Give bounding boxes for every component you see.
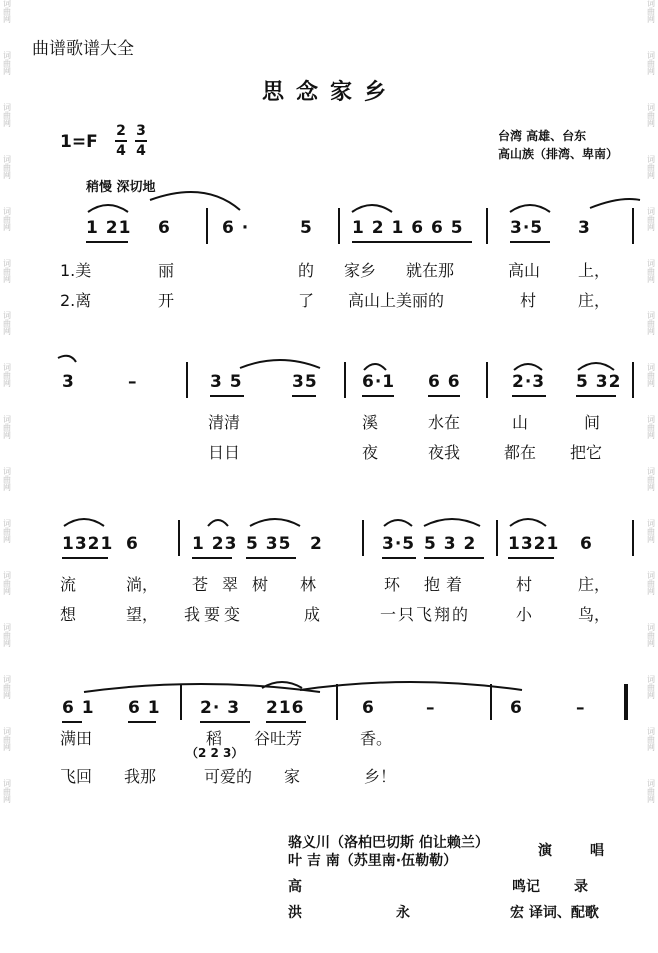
note-group: 6 1 (62, 698, 95, 718)
lyric: 我要变 (184, 605, 245, 624)
site-label: 曲谱歌谱大全 (32, 39, 134, 59)
underline (428, 395, 460, 397)
bar-line (338, 208, 340, 244)
note-group: – (426, 698, 436, 718)
credit-role: 宏 译词、配歌 (510, 905, 599, 921)
watermark-text: 词 曲 网 (3, 675, 11, 700)
lyric: 林 (300, 575, 317, 594)
credit-line (288, 876, 302, 896)
watermark-text: 词 曲 网 (647, 727, 655, 752)
note-group: 3 (62, 372, 75, 392)
time-den: 4 (116, 143, 126, 159)
credit-name: 骆义川（洛柏巴切斯 伯让赖兰） (288, 835, 489, 851)
lyric: 把它 (570, 443, 603, 462)
bar-line (178, 520, 180, 556)
lyric: 鸟， (578, 605, 611, 624)
song-origin (498, 127, 618, 163)
underline (512, 395, 546, 397)
note-group: 1 21 (86, 218, 132, 238)
credit-name: 高 (288, 879, 302, 895)
underline (128, 721, 156, 723)
lyric: 夜我 (428, 443, 461, 462)
bar-line (186, 362, 188, 398)
underline (192, 557, 232, 559)
watermark-text: 词 曲 网 (647, 571, 655, 596)
bar-line (362, 520, 364, 556)
watermark-text: 词 曲 网 (647, 103, 655, 128)
lyric: 夜 (362, 443, 379, 462)
watermark-text: 词 曲 网 (647, 259, 655, 284)
note-group: 3·5 (382, 534, 416, 554)
watermark-text: 词 曲 网 (647, 519, 655, 544)
note-group: 3 (578, 218, 591, 238)
lyric: 清清 (208, 413, 241, 432)
note-group: – (128, 372, 138, 392)
watermark-text: 词 曲 网 (647, 311, 655, 336)
watermark-text: 词 曲 网 (3, 259, 11, 284)
watermark-left (0, 0, 14, 953)
lyric: 乡！ (364, 767, 397, 786)
note-group: 2 (310, 534, 323, 554)
lyric: 淌， (126, 575, 159, 594)
time-signature-2 (135, 124, 147, 158)
bar-line (486, 362, 488, 398)
note-group: 6 6 (428, 372, 461, 392)
note-group: 6 (126, 534, 139, 554)
underline (382, 557, 416, 559)
watermark-text: 词 曲 网 (3, 571, 11, 596)
lyric: 抱着 (424, 575, 469, 594)
origin-line: 台湾 高雄、台东 (498, 129, 587, 143)
bar-line (490, 684, 492, 720)
underline (246, 557, 296, 559)
note-group: 3 5 (210, 372, 243, 392)
credit-role: 鸣记 录 (512, 879, 588, 895)
note-group: 6 · (222, 218, 250, 238)
lyric: 一只飞翔的 (380, 605, 471, 624)
watermark-right (644, 0, 658, 953)
watermark-text: 词 曲 网 (3, 51, 11, 76)
credit-line (288, 850, 457, 870)
credit-name: 叶 吉 南（苏里南·伍勒勒） (288, 853, 458, 869)
note-group: 2· 3 (200, 698, 241, 718)
lyric: 香。 (360, 729, 393, 748)
watermark-text: 词 曲 网 (647, 675, 655, 700)
note-group: 35 (292, 372, 318, 392)
underline (86, 241, 128, 243)
underline (62, 721, 82, 723)
note-group: 6 (362, 698, 375, 718)
bar-line (632, 362, 634, 398)
watermark-text: 词 曲 网 (3, 727, 11, 752)
lyric: 谷吐芳 (254, 729, 303, 748)
bar-line (336, 684, 338, 720)
note-group: 5 (300, 218, 313, 238)
lyric: 环 (384, 575, 401, 594)
lyric: 高山 (508, 261, 541, 280)
key-signature: 1=F (60, 132, 98, 152)
time-signature-1 (115, 124, 127, 158)
lyric: 都在 (504, 443, 537, 462)
watermark-text: 词 曲 网 (3, 363, 11, 388)
lyric: 1.美 (60, 261, 92, 280)
lyric: 溪 (362, 413, 379, 432)
note-group: 6 (158, 218, 171, 238)
note-group: 6 1 (128, 698, 161, 718)
watermark-text: 词 曲 网 (3, 519, 11, 544)
watermark-text: 词 曲 网 (3, 415, 11, 440)
lyric: 间 (584, 413, 601, 432)
lyric: 流 (60, 575, 77, 594)
watermark-text: 词 曲 网 (3, 103, 11, 128)
underline (266, 721, 306, 723)
bar-line (180, 684, 182, 720)
lyric: 山 (512, 413, 529, 432)
tempo-marking: 稍慢 深切地 (86, 180, 156, 195)
lyric: 村 (520, 291, 537, 310)
lyric: 开 (158, 291, 175, 310)
note-group: 1 2 1 6 6 5 (352, 218, 464, 238)
note-group: 1321 (508, 534, 560, 554)
watermark-text: 词 曲 网 (647, 779, 655, 804)
lyric: 想 (60, 605, 77, 624)
watermark-text: 词 曲 网 (3, 0, 11, 24)
lyric: 日日 (208, 443, 241, 462)
underline (576, 395, 616, 397)
underline (510, 241, 550, 243)
watermark-text: 词 曲 网 (647, 51, 655, 76)
underline (62, 557, 108, 559)
note-group: 6·1 (362, 372, 396, 392)
watermark-text: 词 曲 网 (647, 155, 655, 180)
lyric: 水在 (428, 413, 461, 432)
lyric: 成 (304, 605, 321, 624)
credit-line (288, 832, 489, 852)
note-group: 6 (580, 534, 593, 554)
lyric: 高山上美丽的 (348, 291, 445, 310)
watermark-text: 词 曲 网 (647, 0, 655, 24)
song-title: 思念家乡 (262, 80, 399, 105)
note-group: 2·3 (512, 372, 546, 392)
credit-name: 永 (396, 905, 410, 921)
bar-line (632, 520, 634, 556)
lyric: 稻 (206, 729, 223, 748)
note-group: 1 23 (192, 534, 238, 554)
note-group: 1321 (62, 534, 114, 554)
underline (352, 241, 472, 243)
bar-line (496, 520, 498, 556)
watermark-text: 词 曲 网 (3, 155, 11, 180)
underline (362, 395, 394, 397)
lyric: 庄， (578, 575, 611, 594)
final-bar-line (624, 684, 628, 720)
underline (292, 395, 316, 397)
credit-line (288, 902, 302, 922)
note-group: 5 35 (246, 534, 292, 554)
watermark-text: 词 曲 网 (647, 363, 655, 388)
lyric: 飞回 (60, 767, 93, 786)
underline (210, 395, 244, 397)
watermark-text: 词 曲 网 (647, 415, 655, 440)
watermark-text: 词 曲 网 (3, 311, 11, 336)
watermark-text: 词 曲 网 (3, 467, 11, 492)
lyric: 望， (126, 605, 159, 624)
lyric: 了 (298, 291, 315, 310)
bar-line (632, 208, 634, 244)
underline (200, 721, 250, 723)
note-group: 5 32 (576, 372, 622, 392)
lyric: 家乡 (344, 261, 377, 280)
time-num: 2 (116, 123, 126, 139)
note-group: 5 3 2 (424, 534, 477, 554)
watermark-text: 词 曲 网 (3, 207, 11, 232)
lyric: 就在那 (406, 261, 455, 280)
note-group: – (576, 698, 586, 718)
origin-line: 高山族（排湾、卑南） (498, 147, 619, 161)
note-group: 3·5 (510, 218, 544, 238)
lyric: 的 (298, 261, 315, 280)
underline (508, 557, 554, 559)
time-num: 3 (136, 123, 146, 139)
credit-name: 洪 (288, 905, 302, 921)
time-den: 4 (136, 143, 146, 159)
note-group: 216 (266, 698, 305, 718)
watermark-text: 词 曲 网 (647, 207, 655, 232)
note-group: 6 (510, 698, 523, 718)
lyric: 可爱的 (204, 767, 253, 786)
watermark-text: 词 曲 网 (3, 623, 11, 648)
credit-role: 演 唱 (538, 843, 604, 859)
watermark-text: 词 曲 网 (647, 467, 655, 492)
bar-line (344, 362, 346, 398)
lyric: 小 (516, 605, 533, 624)
grace-notes: （2 2 3） (186, 746, 244, 760)
lyric: 满田 (60, 729, 93, 748)
lyric: 家 (284, 767, 301, 786)
bar-line (206, 208, 208, 244)
lyric: 村 (516, 575, 533, 594)
watermark-text: 词 曲 网 (647, 623, 655, 648)
lyric: 2.离 (60, 291, 92, 310)
lyric: 丽 (158, 261, 175, 280)
lyric: 苍翠树 (192, 575, 283, 594)
lyric: 我那 (124, 767, 157, 786)
underline (424, 557, 484, 559)
lyric: 上， (578, 261, 611, 280)
lyric: 庄， (578, 291, 611, 310)
bar-line (486, 208, 488, 244)
watermark-text: 词 曲 网 (3, 779, 11, 804)
